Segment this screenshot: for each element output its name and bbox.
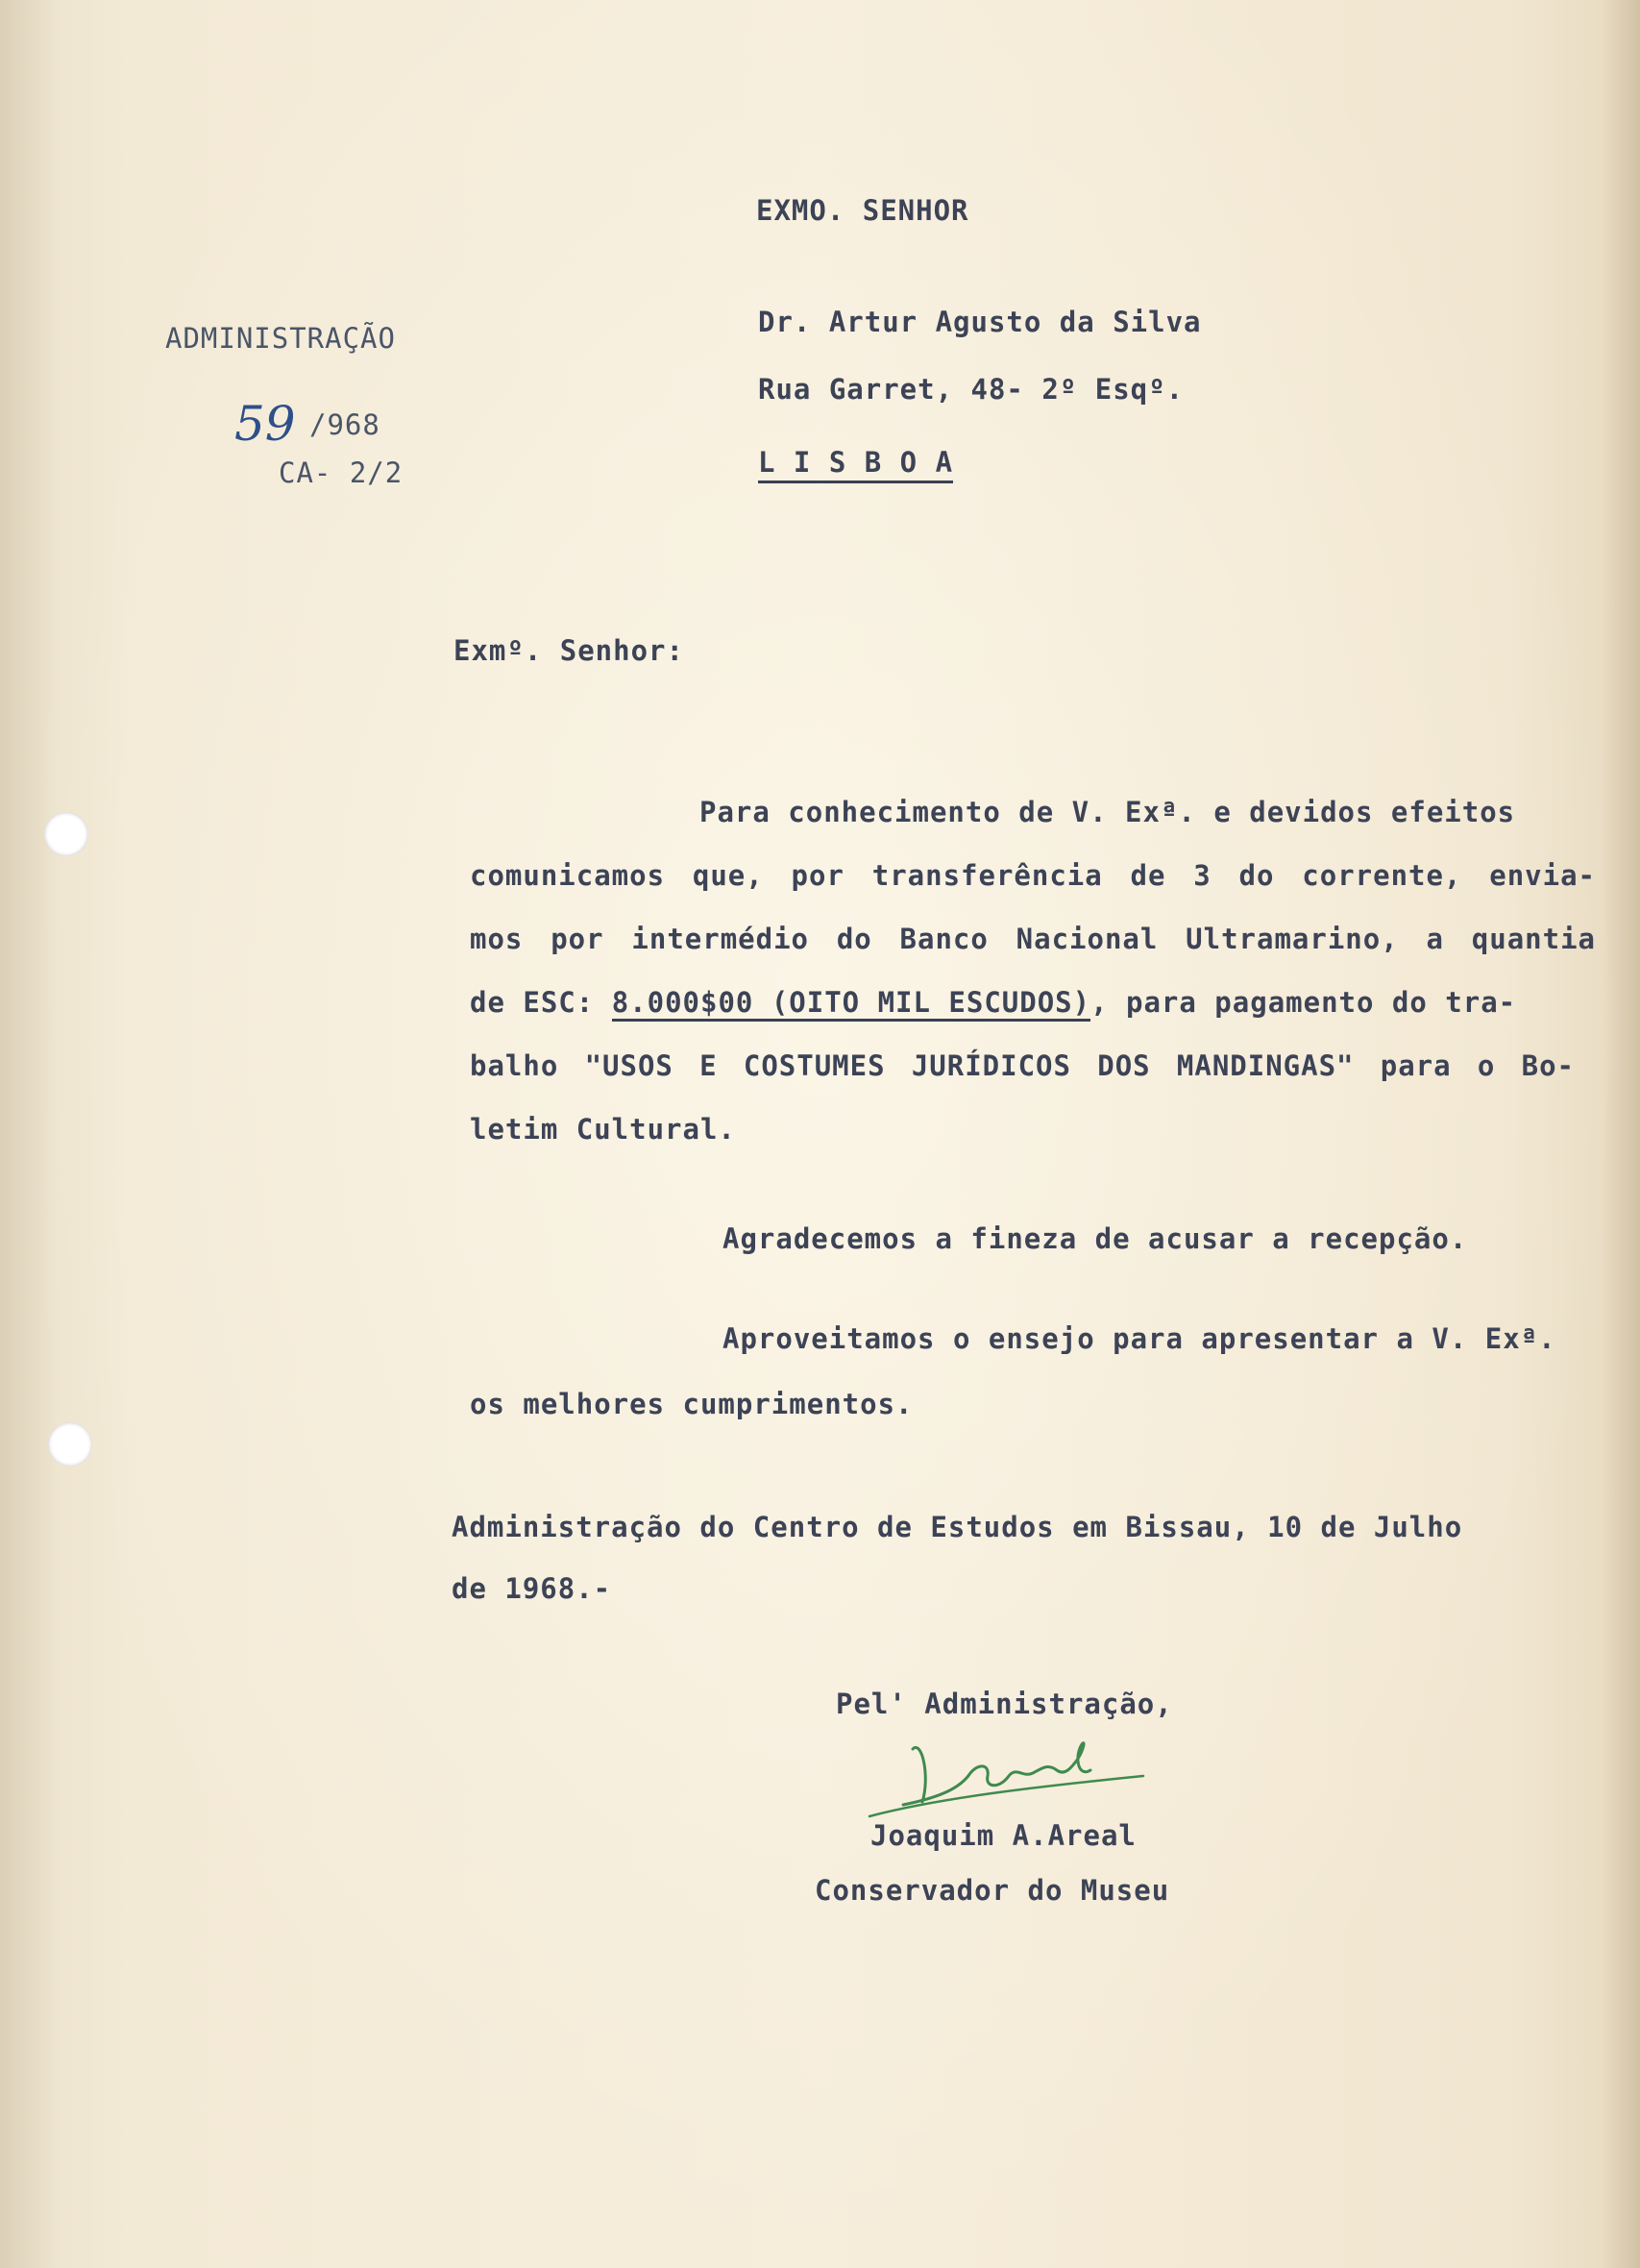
recipient-salutation-header: EXMO. SENHOR xyxy=(756,194,969,227)
line4-rest: , para pagamento do tra- xyxy=(1090,986,1517,1019)
reference-handwritten-number: 59 xyxy=(234,396,296,452)
closing-on-behalf: Pel' Administração, xyxy=(836,1688,1173,1720)
closing-signatory: Joaquim A.Areal xyxy=(870,1819,1137,1852)
body-p1-line1: Para conhecimento de V. Exª. e devidos efeitos xyxy=(699,796,1516,828)
body-p2: Agradecemos a fineza de acusar a recepção. xyxy=(722,1222,1468,1255)
recipient-city: L I S B O A xyxy=(758,446,953,483)
body-p1-line4 xyxy=(470,986,1516,1019)
body-p1-line6: letim Cultural. xyxy=(470,1113,736,1146)
body-p3-line1: Aproveitamos o ensejo para apresentar a V. Exª. xyxy=(722,1322,1556,1355)
punch-hole-bottom xyxy=(48,1422,92,1467)
currency-label: de ESC: xyxy=(470,986,612,1019)
dateline-line2: de 1968.- xyxy=(452,1572,612,1605)
body-p1-line5: balho "USOS E COSTUMES JURÍDICOS DOS MANDINGAS" para o Bo- xyxy=(470,1049,1575,1082)
body-p3-line2: os melhores cumprimentos. xyxy=(470,1388,914,1420)
closing-title: Conservador do Museu xyxy=(815,1874,1170,1907)
amount-underlined: 8.000$00 (OITO MIL ESCUDOS) xyxy=(612,986,1090,1022)
reference-year: /968 xyxy=(309,408,380,441)
recipient-address: Rua Garret, 48- 2º Esqº. xyxy=(758,373,1185,406)
handwritten-signature xyxy=(855,1720,1163,1826)
greeting: Exmº. Senhor: xyxy=(453,634,684,667)
punch-hole-top xyxy=(44,812,88,856)
reference-department: ADMINISTRAÇÃO xyxy=(165,322,396,355)
body-p1-line3: mos por intermédio do Banco Nacional Ultramarino, a quantia xyxy=(470,923,1596,955)
recipient-name: Dr. Artur Agusto da Silva xyxy=(758,306,1202,338)
body-p1-line2: comunicamos que, por transferência de 3 do corrente, envia- xyxy=(470,859,1596,892)
reference-code: CA- 2/2 xyxy=(279,456,404,489)
dateline-line1: Administração do Centro de Estudos em Bissau, 10 de Julho xyxy=(452,1511,1463,1543)
